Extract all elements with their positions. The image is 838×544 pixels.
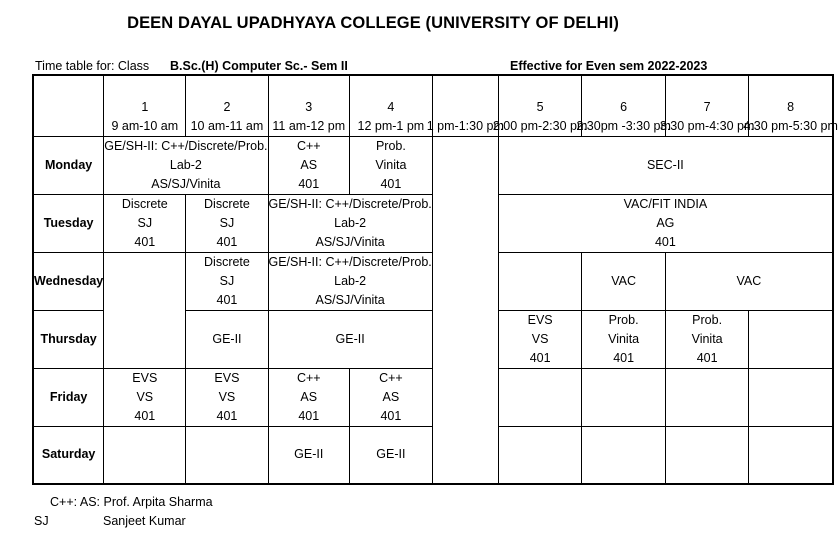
empty-cell <box>186 427 268 484</box>
empty-cell <box>498 253 582 311</box>
vac-cell: VAC <box>665 253 833 311</box>
lab-cell: GE/SH-II: C++/Discrete/Prob. Lab-2 AS/SJ/Vinita <box>268 195 432 253</box>
day-label-monday: Monday <box>33 137 104 195</box>
day-label-tuesday: Tuesday <box>33 195 104 253</box>
class-cell: C++ AS 401 <box>268 369 350 427</box>
class-name: B.Sc.(H) Computer Sc.- Sem II <box>170 59 348 73</box>
period-header: 4 12 pm-1 pm <box>350 75 433 137</box>
footer-note-sj-name: Sanjeet Kumar <box>103 514 186 528</box>
empty-cell <box>665 369 749 427</box>
empty-cell <box>498 369 582 427</box>
lab-cell: GE/SH-II: C++/Discrete/Prob. Lab-2 AS/SJ/Vinita <box>104 137 268 195</box>
sec-cell: SEC-II <box>498 137 833 195</box>
period-header: 8 4:30 pm-5:30 pm <box>749 75 833 137</box>
empty-cell <box>104 253 186 369</box>
ge-cell: GE-II <box>268 311 432 369</box>
empty-cell <box>665 427 749 484</box>
day-label-wednesday: Wednesday <box>33 253 104 311</box>
period-header: 7 3:30 pm-4:30 pm <box>665 75 749 137</box>
lab-cell: GE/SH-II: C++/Discrete/Prob. Lab-2 AS/SJ/Vinita <box>268 253 432 311</box>
period-header: 3 11 am-12 pm <box>268 75 350 137</box>
class-cell: Prob. Vinita 401 <box>665 311 749 369</box>
day-label-friday: Friday <box>33 369 104 427</box>
empty-cell <box>749 427 833 484</box>
period-header: 2 10 am-11 am <box>186 75 268 137</box>
class-cell: Prob. Vinita 401 <box>582 311 666 369</box>
ge-cell: GE-II <box>350 427 433 484</box>
vac-cell: VAC <box>582 253 666 311</box>
day-label-saturday: Saturday <box>33 427 104 484</box>
period-header: 5 2:00 pm-2:30 pm <box>498 75 582 137</box>
class-cell: EVS VS 401 <box>186 369 268 427</box>
class-cell: C++ AS 401 <box>268 137 350 195</box>
footer-note-sj-abbr: SJ <box>34 514 49 528</box>
effective-semester: Effective for Even sem 2022-2023 <box>510 59 708 73</box>
empty-cell <box>749 311 833 369</box>
ge-cell: GE-II <box>186 311 268 369</box>
empty-cell <box>498 427 582 484</box>
class-cell: Prob. Vinita 401 <box>350 137 433 195</box>
lunch-break-cell <box>432 137 498 484</box>
timetable-label: Time table for: Class <box>35 59 150 73</box>
class-cell: Discrete SJ 401 <box>186 195 268 253</box>
empty-cell <box>749 369 833 427</box>
footer-note-arpita: C++: AS: Prof. Arpita Sharma <box>50 495 213 509</box>
period-header: 6 2:30pm -3:30 pm <box>582 75 666 137</box>
period-header: 1 9 am-10 am <box>104 75 186 137</box>
vac-cell: VAC/FIT INDIA AG 401 <box>498 195 833 253</box>
page-title: DEEN DAYAL UPADHYAYA COLLEGE (UNIVERSITY OF DELHI) <box>127 14 619 32</box>
day-label-thursday: Thursday <box>33 311 104 369</box>
timetable <box>32 74 838 485</box>
ge-cell: GE-II <box>268 427 350 484</box>
class-cell: Discrete SJ 401 <box>104 195 186 253</box>
class-cell: EVS VS 401 <box>104 369 186 427</box>
class-cell: EVS VS 401 <box>498 311 582 369</box>
period-header: 1 pm-1:30 pm <box>432 75 498 137</box>
corner-cell <box>33 75 104 137</box>
row-monday <box>33 137 833 195</box>
class-cell: C++ AS 401 <box>350 369 433 427</box>
empty-cell <box>582 427 666 484</box>
class-cell: Discrete SJ 401 <box>186 253 268 311</box>
empty-cell <box>104 427 186 484</box>
empty-cell <box>582 369 666 427</box>
header-row <box>33 75 833 137</box>
